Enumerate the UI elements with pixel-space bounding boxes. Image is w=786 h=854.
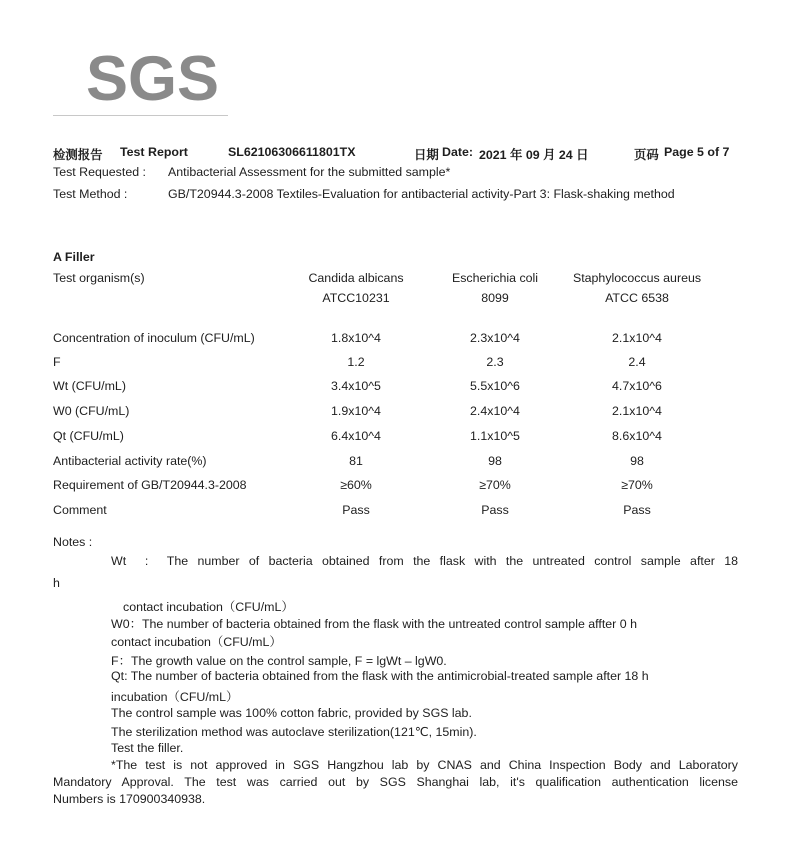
cell-value: Pass <box>342 503 370 517</box>
cell-value: 98 <box>488 454 502 468</box>
cell-value: 2.3 <box>486 355 504 369</box>
note-sterilization: The sterilization method was autoclave sterilization(121℃, 15min). <box>111 725 477 739</box>
cell-value: 2.1x10^4 <box>612 331 662 345</box>
organism-label: Test organism(s) <box>53 271 145 285</box>
row-label: Qt (CFU/mL) <box>53 429 124 443</box>
test-method-value: GB/T20944.3-2008 Textiles-Evaluation for antibacterial activity-Part 3: Flask-shaking method <box>168 187 675 201</box>
note-wt-incubation: contact incubation（CFU/mL） <box>123 600 294 614</box>
notes-title: Notes : <box>53 535 93 549</box>
cell-value: Pass <box>481 503 509 517</box>
note-test-filler: Test the filler. <box>111 741 184 755</box>
report-title-en: Test Report <box>120 145 188 159</box>
organism-name: Candida albicans <box>308 271 404 285</box>
cell-value: 98 <box>630 454 644 468</box>
date-label-en: Date: <box>442 145 473 159</box>
note-w0-line: W0：The number of bacteria obtained from the flask with the untreated control sample affter 0 h <box>111 617 637 631</box>
note-wt-wrap: h <box>53 576 60 590</box>
cell-value: 4.7x10^6 <box>612 379 662 393</box>
note-control-sample: The control sample was 100% cotton fabric, provided by SGS lab. <box>111 706 472 720</box>
cell-value: 1.2 <box>347 355 365 369</box>
row-label: Wt (CFU/mL) <box>53 379 126 393</box>
note-approval-line-1: *The test is not approved in SGS Hangzhou lab by CNAS and China Inspection Body and Laboratory <box>111 758 738 772</box>
note-f-line: F：The growth value on the control sample, F = lgWt – lgW0. <box>111 654 447 668</box>
organism-name: Staphylococcus aureus <box>572 271 702 285</box>
cell-value: 2.4 <box>628 355 646 369</box>
row-label: W0 (CFU/mL) <box>53 404 130 418</box>
cell-value: 81 <box>349 454 363 468</box>
section-title: A Filler <box>53 250 95 264</box>
cell-value: 5.5x10^6 <box>470 379 520 393</box>
note-approval-line-3: Numbers is 170900340938. <box>53 792 206 806</box>
note-w0-incubation: contact incubation（CFU/mL） <box>111 635 282 649</box>
cell-value: 2.1x10^4 <box>612 404 662 418</box>
cell-value: 3.4x10^5 <box>331 379 381 393</box>
cell-value: 1.9x10^4 <box>331 404 381 418</box>
page-number: Page 5 of 7 <box>664 145 730 159</box>
cell-value: Pass <box>623 503 651 517</box>
row-label: Concentration of inoculum (CFU/mL) <box>53 331 255 345</box>
note-approval-line-2: Mandatory Approval. The test was carried out by SGS Shanghai lab, it's qualification authentication license <box>53 775 738 789</box>
row-label: Requirement of GB/T20944.3-2008 <box>53 478 247 492</box>
organism-strain: 8099 <box>481 291 509 305</box>
test-requested-value: Antibacterial Assessment for the submitted sample* <box>168 165 451 179</box>
row-label: Antibacterial activity rate(%) <box>53 454 207 468</box>
cell-value: ≥70% <box>621 478 653 492</box>
date-value: 2021 年 09 月 24 日 <box>479 148 589 162</box>
note-qt-line: Qt: The number of bacteria obtained from the flask with the antimicrobial-treated sample after 18 h <box>111 669 649 683</box>
organism-name: Escherichia coli <box>451 271 539 285</box>
cell-value: 6.4x10^4 <box>331 429 381 443</box>
organism-strain: ATCC 6538 <box>605 291 669 305</box>
logo-underline <box>53 115 228 116</box>
page-label-cn: 页码 <box>634 148 659 162</box>
report-title-cn: 检测报告 <box>53 148 103 162</box>
note-wt-line: Wt : The number of bacteria obtained from the flask with the untreated control sample after 18 <box>111 554 738 568</box>
test-method-label: Test Method : <box>53 187 128 201</box>
cell-value: 2.4x10^4 <box>470 404 520 418</box>
row-label: F <box>53 355 61 369</box>
cell-value: 2.3x10^4 <box>470 331 520 345</box>
date-label-cn: 日期 <box>414 148 439 162</box>
cell-value: 8.6x10^4 <box>612 429 662 443</box>
cell-value: ≥60% <box>340 478 372 492</box>
note-qt-incubation: incubation（CFU/mL） <box>111 690 239 704</box>
sgs-logo: SGS <box>86 44 220 114</box>
row-label: Comment <box>53 503 107 517</box>
cell-value: 1.1x10^5 <box>470 429 520 443</box>
test-requested-label: Test Requested : <box>53 165 146 179</box>
report-number: SL62106306611801TX <box>228 145 356 159</box>
cell-value: ≥70% <box>479 478 511 492</box>
cell-value: 1.8x10^4 <box>331 331 381 345</box>
organism-strain: ATCC10231 <box>322 291 390 305</box>
